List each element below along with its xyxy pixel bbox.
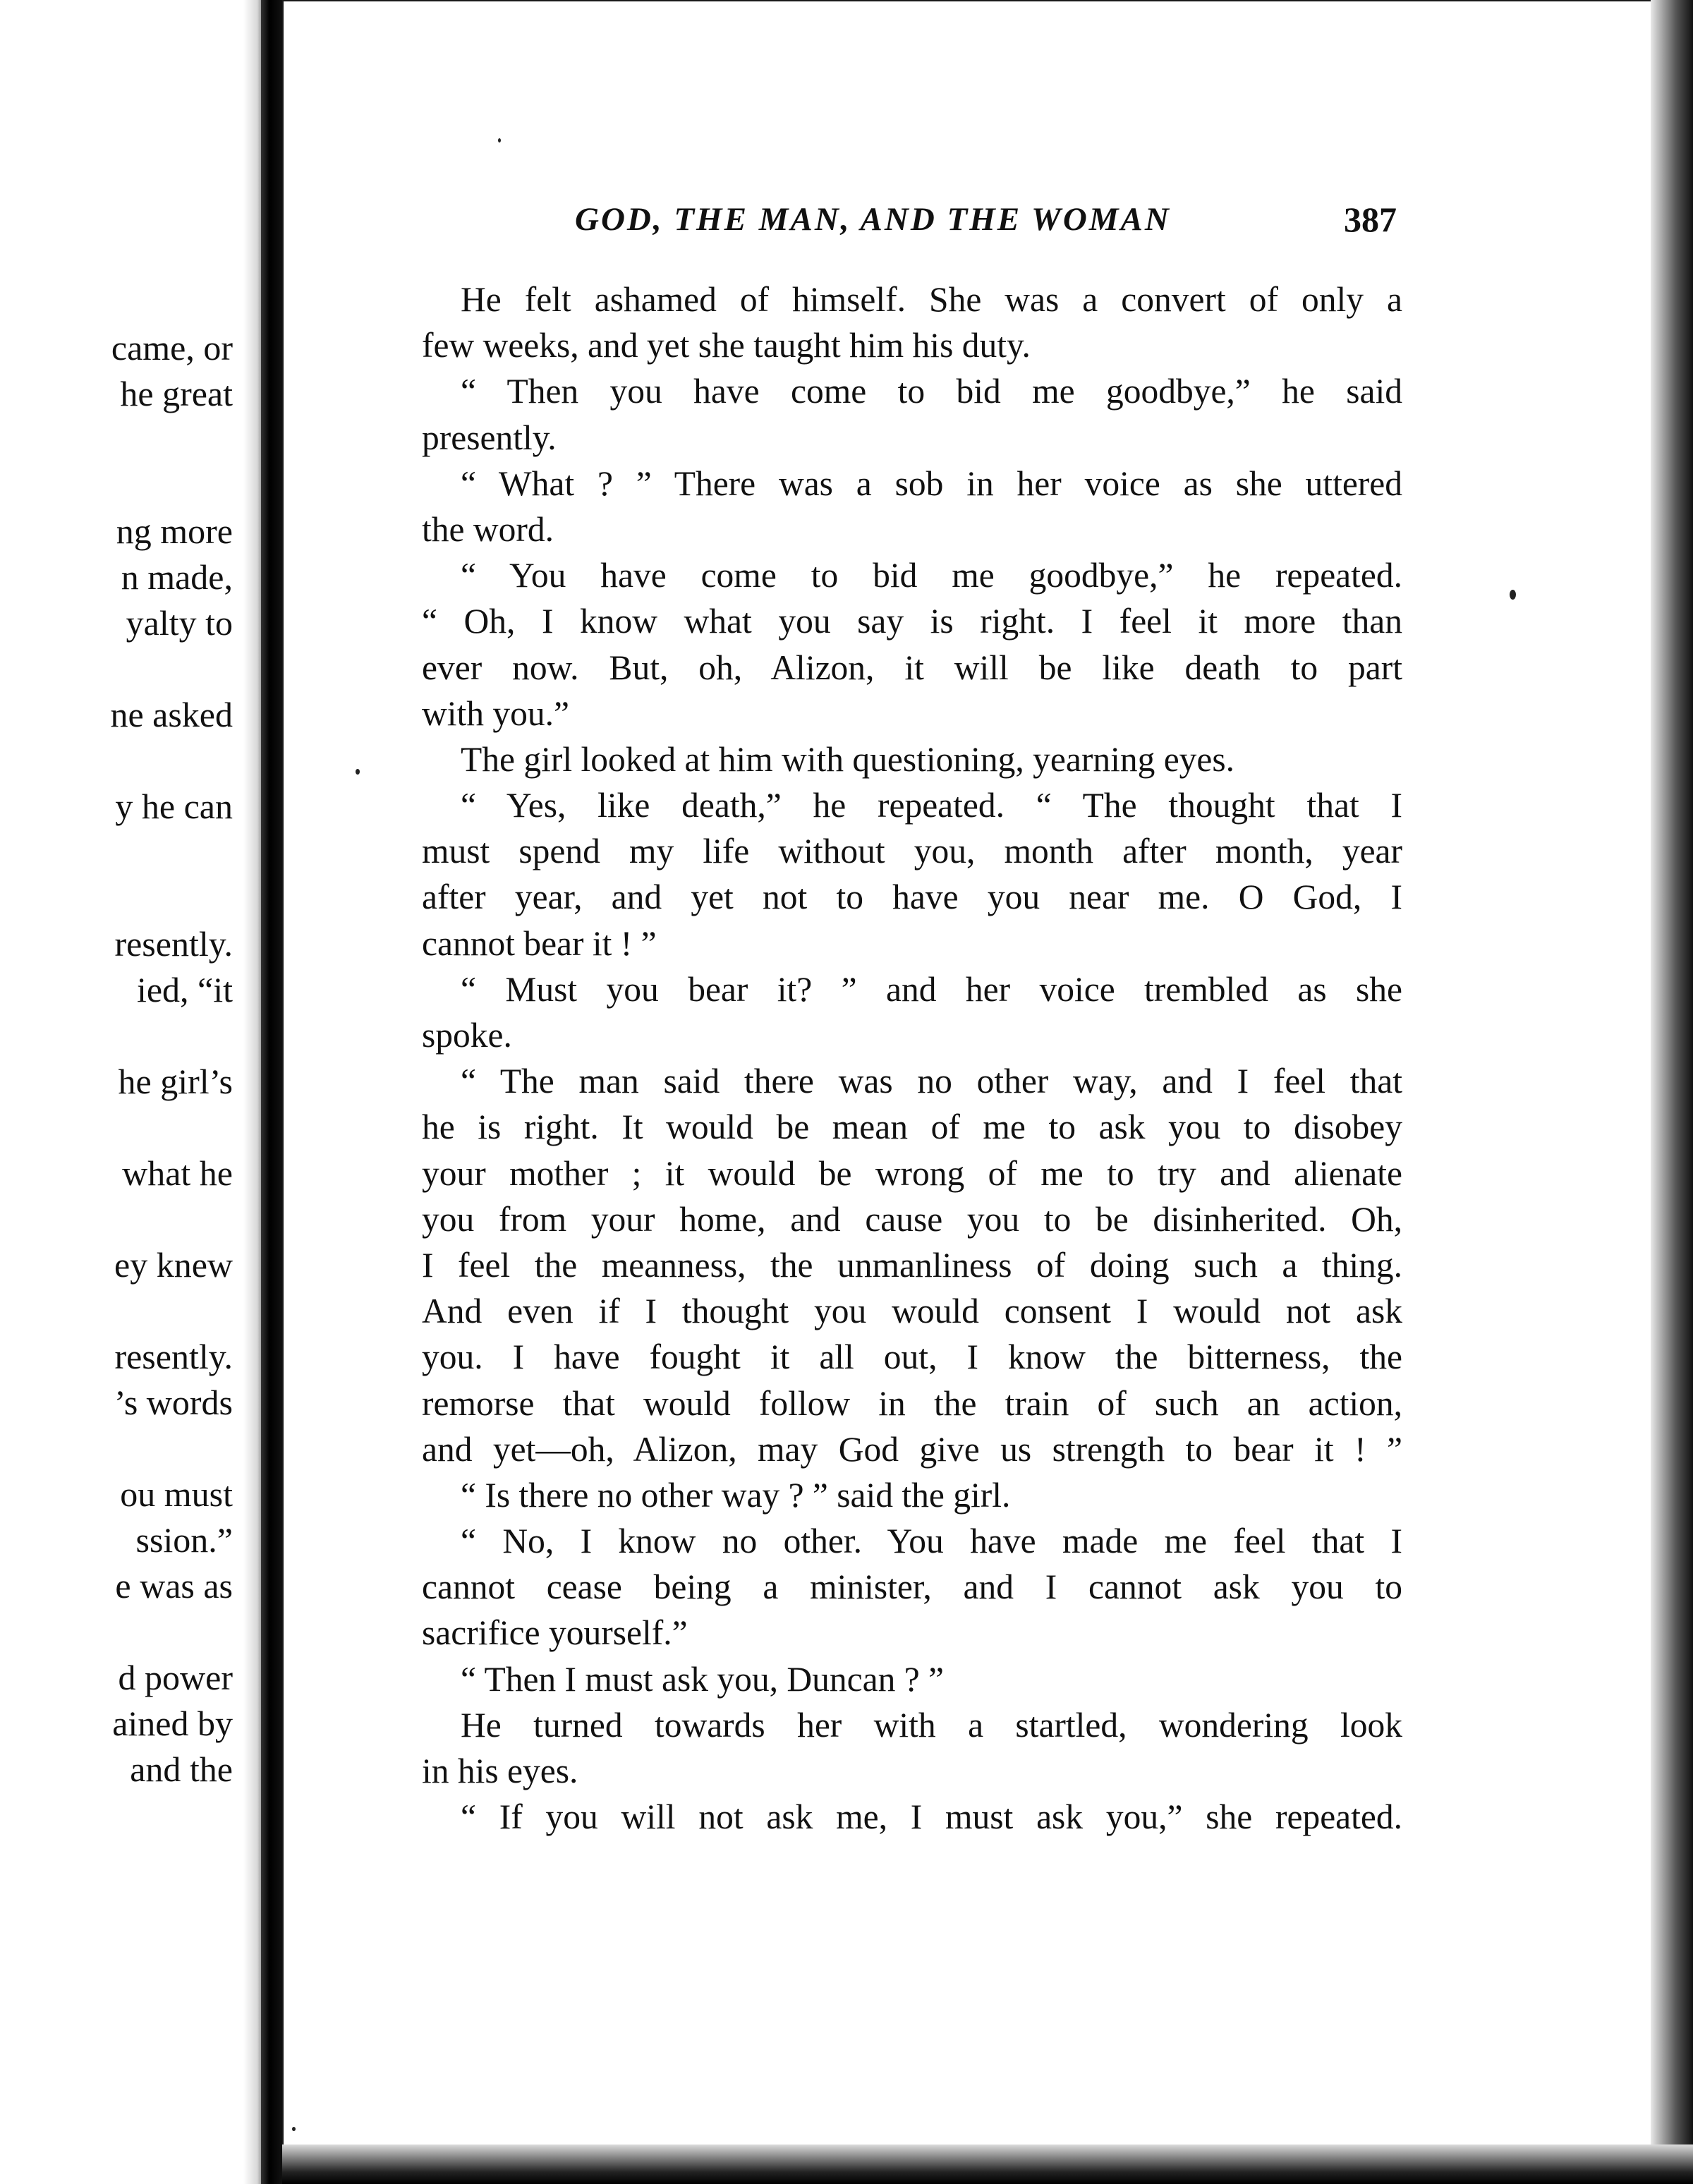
left-fragment: he girl’s xyxy=(118,1062,233,1101)
text-line: after year, and yet not to have you near me. O God, I xyxy=(422,878,1402,917)
left-fragment: ne asked xyxy=(110,695,233,734)
left-fragment: ssion.” xyxy=(135,1520,233,1560)
text-line: your mother ; it would be wrong of me to try and alienate xyxy=(422,1153,1402,1193)
ink-speck xyxy=(498,138,501,142)
right-page-edge xyxy=(1651,0,1693,2184)
text-line: presently. xyxy=(422,418,557,457)
text-line: “ If you will not ask me, I must ask you,” she repeated. xyxy=(461,1797,1402,1837)
left-fragment: ’s words xyxy=(114,1383,233,1422)
text-line: “ The man said there was no other way, and I feel that xyxy=(461,1062,1402,1101)
text-line: cannot cease being a minister, and I cannot ask you to xyxy=(422,1567,1402,1607)
text-line: must spend my life without you, month after month, year xyxy=(422,832,1402,871)
text-line: cannot bear it ! ” xyxy=(422,923,657,963)
left-fragment: e was as xyxy=(115,1566,233,1606)
left-fragment: ou must xyxy=(120,1474,233,1514)
text-line: few weeks, and yet she taught him his duty. xyxy=(422,326,1031,365)
text-line: and yet—oh, Alizon, may God give us strength to bear it ! ” xyxy=(422,1429,1402,1469)
text-line: “ What ? ” There was a sob in her voice as she uttered xyxy=(461,463,1402,503)
running-head xyxy=(282,200,1651,250)
text-line: he is right. It would be mean of me to ask you to disobey xyxy=(422,1108,1402,1147)
text-line: “ Then you have come to bid me goodbye,” he said xyxy=(461,372,1402,411)
text-line: And even if I thought you would consent I would not ask xyxy=(422,1292,1402,1331)
ink-speck xyxy=(1510,590,1516,600)
left-fragment: resently. xyxy=(114,924,233,964)
text-line: “ You have come to bid me goodbye,” he repeated. xyxy=(461,556,1402,595)
ink-speck xyxy=(356,769,360,775)
left-fragment: ng more xyxy=(116,511,233,551)
text-line: you. I have fought it all out, I know the bitterness, the xyxy=(422,1337,1402,1377)
text-line: “ Yes, like death,” he repeated. “ The thought that I xyxy=(461,786,1402,825)
text-line: He felt ashamed of himself. She was a convert of only a xyxy=(461,280,1402,319)
left-facing-page xyxy=(0,0,261,2184)
text-line: The girl looked at him with questioning, yearning eyes. xyxy=(461,739,1235,779)
text-line: “ Then I must ask you, Duncan ? ” xyxy=(461,1659,945,1699)
text-line: “ No, I know no other. You have made me feel that I xyxy=(461,1522,1402,1561)
left-fragment: what he xyxy=(122,1153,233,1193)
body-text xyxy=(422,277,1402,1840)
text-line: “ Must you bear it? ” and her voice trembled as she xyxy=(461,969,1402,1009)
left-fragment: yalty to xyxy=(126,603,233,643)
ink-speck xyxy=(292,2127,296,2131)
book-gutter xyxy=(261,0,282,2184)
text-line: remorse that would follow in the train of such an action, xyxy=(422,1383,1402,1423)
text-line: in his eyes. xyxy=(422,1752,578,1790)
bottom-page-edge xyxy=(282,2144,1693,2184)
left-fragment: n made, xyxy=(121,557,233,597)
left-fragment: ained by xyxy=(112,1704,233,1743)
page-number: 387 xyxy=(1344,200,1397,239)
left-fragment: resently. xyxy=(114,1337,233,1376)
text-line: I feel the meanness, the unmanliness of doing such a thing. xyxy=(422,1245,1402,1285)
text-line: ever now. But, oh, Alizon, it will be like death to part xyxy=(422,648,1402,687)
left-fragment: y he can xyxy=(115,787,233,826)
left-fragment: d power xyxy=(118,1658,233,1697)
left-fragment: came, or xyxy=(111,328,233,368)
text-line: “ Is there no other way ? ” said the girl. xyxy=(461,1475,1011,1515)
left-fragment: ied, “it xyxy=(136,970,233,1009)
text-line: spoke. xyxy=(422,1016,512,1055)
text-line: the word. xyxy=(422,509,554,549)
left-fragment: he great xyxy=(120,374,233,413)
text-line: “ Oh, I know what you say is right. I feel it more than xyxy=(422,602,1402,641)
text-line: with you.” xyxy=(422,693,569,733)
text-line: sacrifice yourself.” xyxy=(422,1613,688,1653)
running-head-title: GOD, THE MAN, AND THE WOMAN xyxy=(575,201,1171,238)
left-fragment: and the xyxy=(130,1749,233,1789)
left-page-gutter-shadow xyxy=(243,0,261,2184)
text-line: you from your home, and cause you to be disinherited. Oh, xyxy=(422,1199,1402,1239)
left-fragment: ey knew xyxy=(114,1245,233,1285)
text-line: He turned towards her with a startled, wondering look xyxy=(461,1705,1402,1745)
